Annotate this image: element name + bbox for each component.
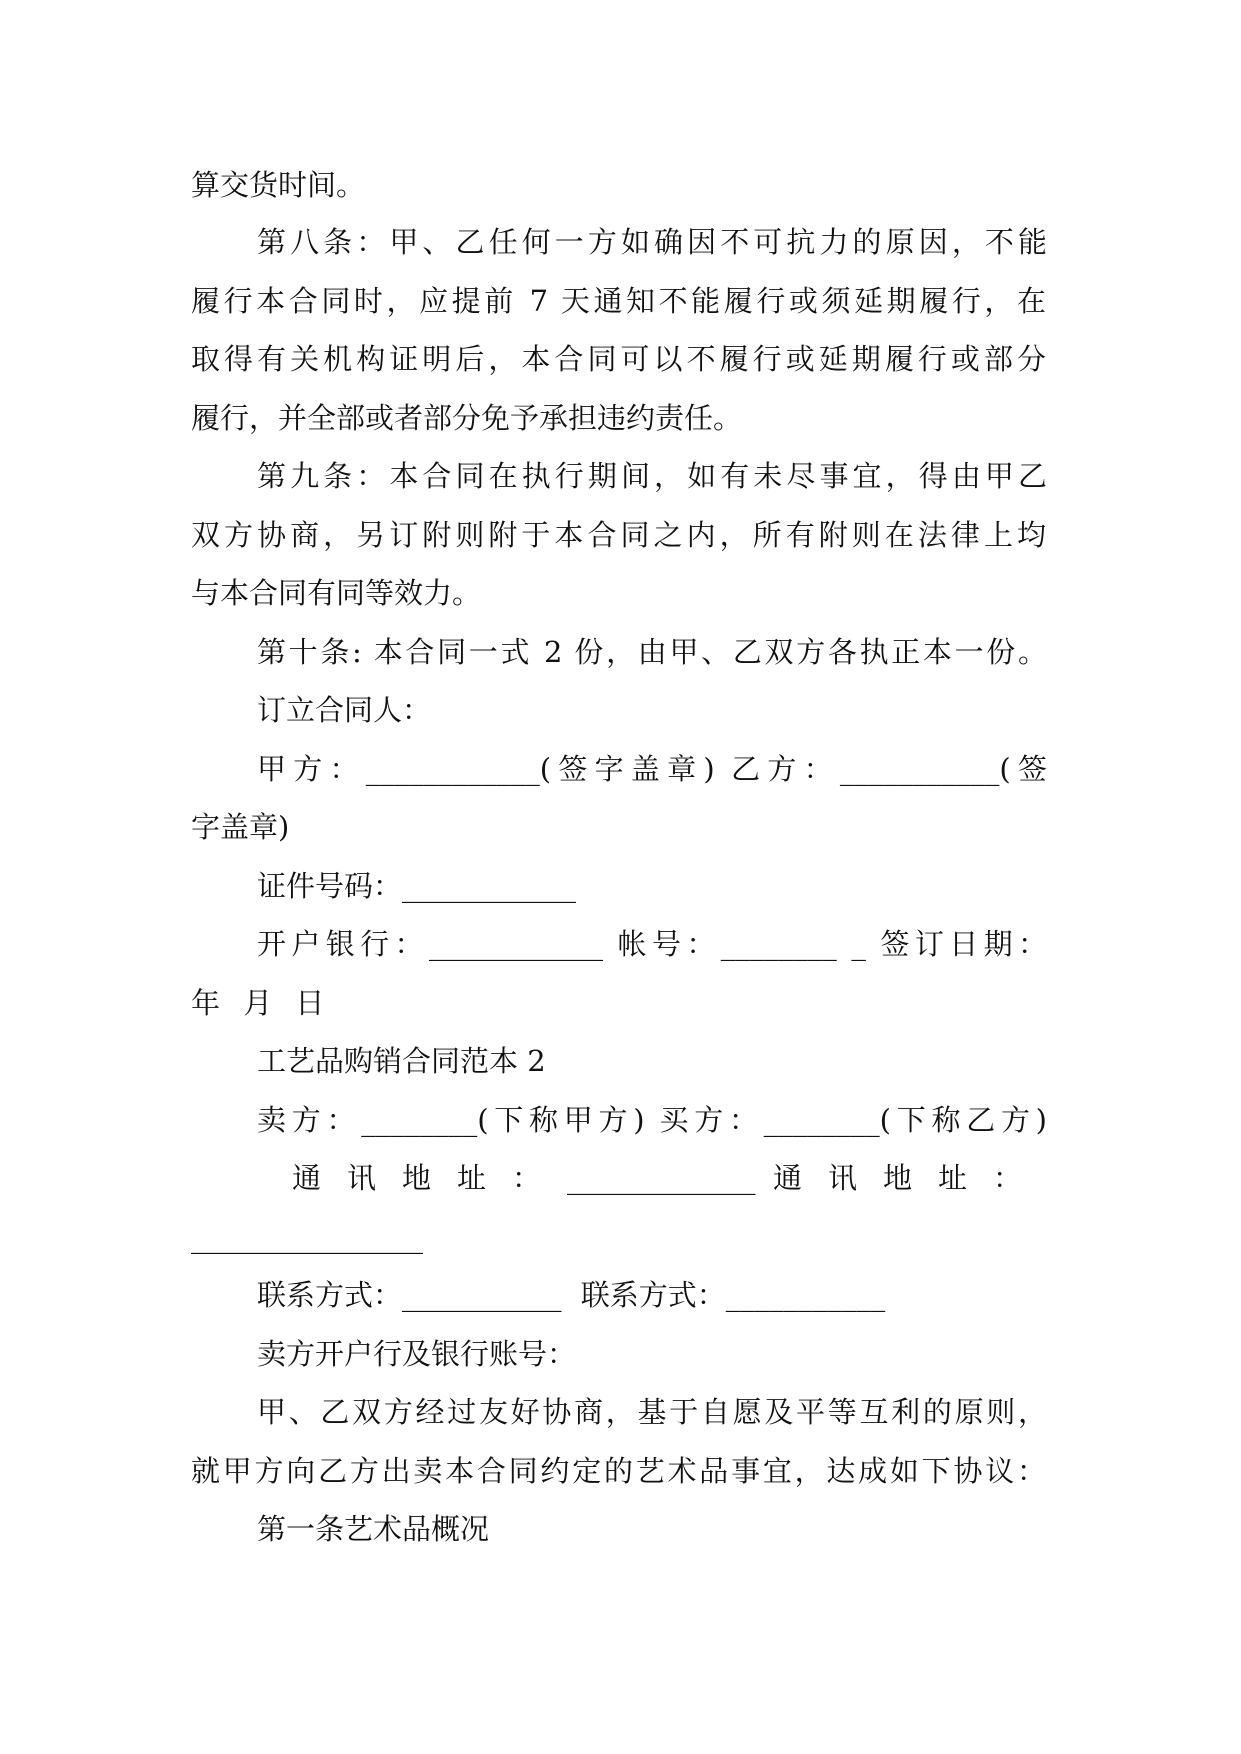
article-10-line: 第十条: 本合同一式 2 份，由甲、乙双方各执正本一份。 [257, 635, 1047, 669]
seller-bank-line: 卖方开户行及银行账号： [257, 1337, 577, 1371]
agreement-intro-line-2: 就甲方向乙方出卖本合同约定的艺术品事宜，达成如下协议： [191, 1454, 1046, 1488]
address-line-cont: ________________ [191, 1220, 423, 1254]
article-9-line-2: 双方协商，另订附则附于本合同之内，所有附则在法律上均 [191, 518, 1046, 552]
address-line: 通 讯 地 址 ： _____________ 通 讯 地 址 ： [292, 1161, 1022, 1195]
article-9-line-1: 第九条：本合同在执行期间，如有未尽事宜，得由甲乙 [257, 459, 1047, 493]
article-8-line-2: 履行本合同时，应提前 7 天通知不能履行或须延期履行，在 [191, 284, 1046, 318]
date-line: 年 月 日 [191, 986, 325, 1020]
article-8-line-3: 取得有关机构证明后，本合同可以不履行或延期履行或部分 [191, 342, 1046, 376]
agreement-intro-line-1: 甲、乙双方经过友好协商，基于自愿及平等互利的原则， [257, 1395, 1047, 1429]
party-signature-line-cont: 字盖章) [191, 810, 290, 844]
seller-buyer-line: 卖方：________(下称甲方) 买方：________(下称乙方) [257, 1103, 1047, 1137]
article-1-heading: 第一条艺术品概况 [257, 1512, 490, 1546]
party-signature-line: 甲方：____________(签字盖章) 乙方：___________(签 [257, 752, 1047, 786]
article-8-line-1: 第八条：甲、乙任何一方如确因不可抗力的原因，不能 [257, 225, 1047, 259]
signatories-heading: 订立合同人： [257, 693, 432, 727]
text-line: 算交货时间。 [191, 168, 366, 202]
contact-line: 联系方式：___________ 联系方式：___________ [257, 1278, 886, 1312]
article-8-line-4: 履行，并全部或者部分免予承担违约责任。 [191, 401, 743, 435]
section-title: 工艺品购销合同范本 2 [257, 1044, 546, 1078]
id-number-field: 证件号码：____________ [257, 869, 577, 903]
bank-account-date-line: 开户银行：____________ 帐号：________ _ 签订日期： [257, 927, 1047, 961]
article-9-line-3: 与本合同有同等效力。 [191, 576, 482, 610]
